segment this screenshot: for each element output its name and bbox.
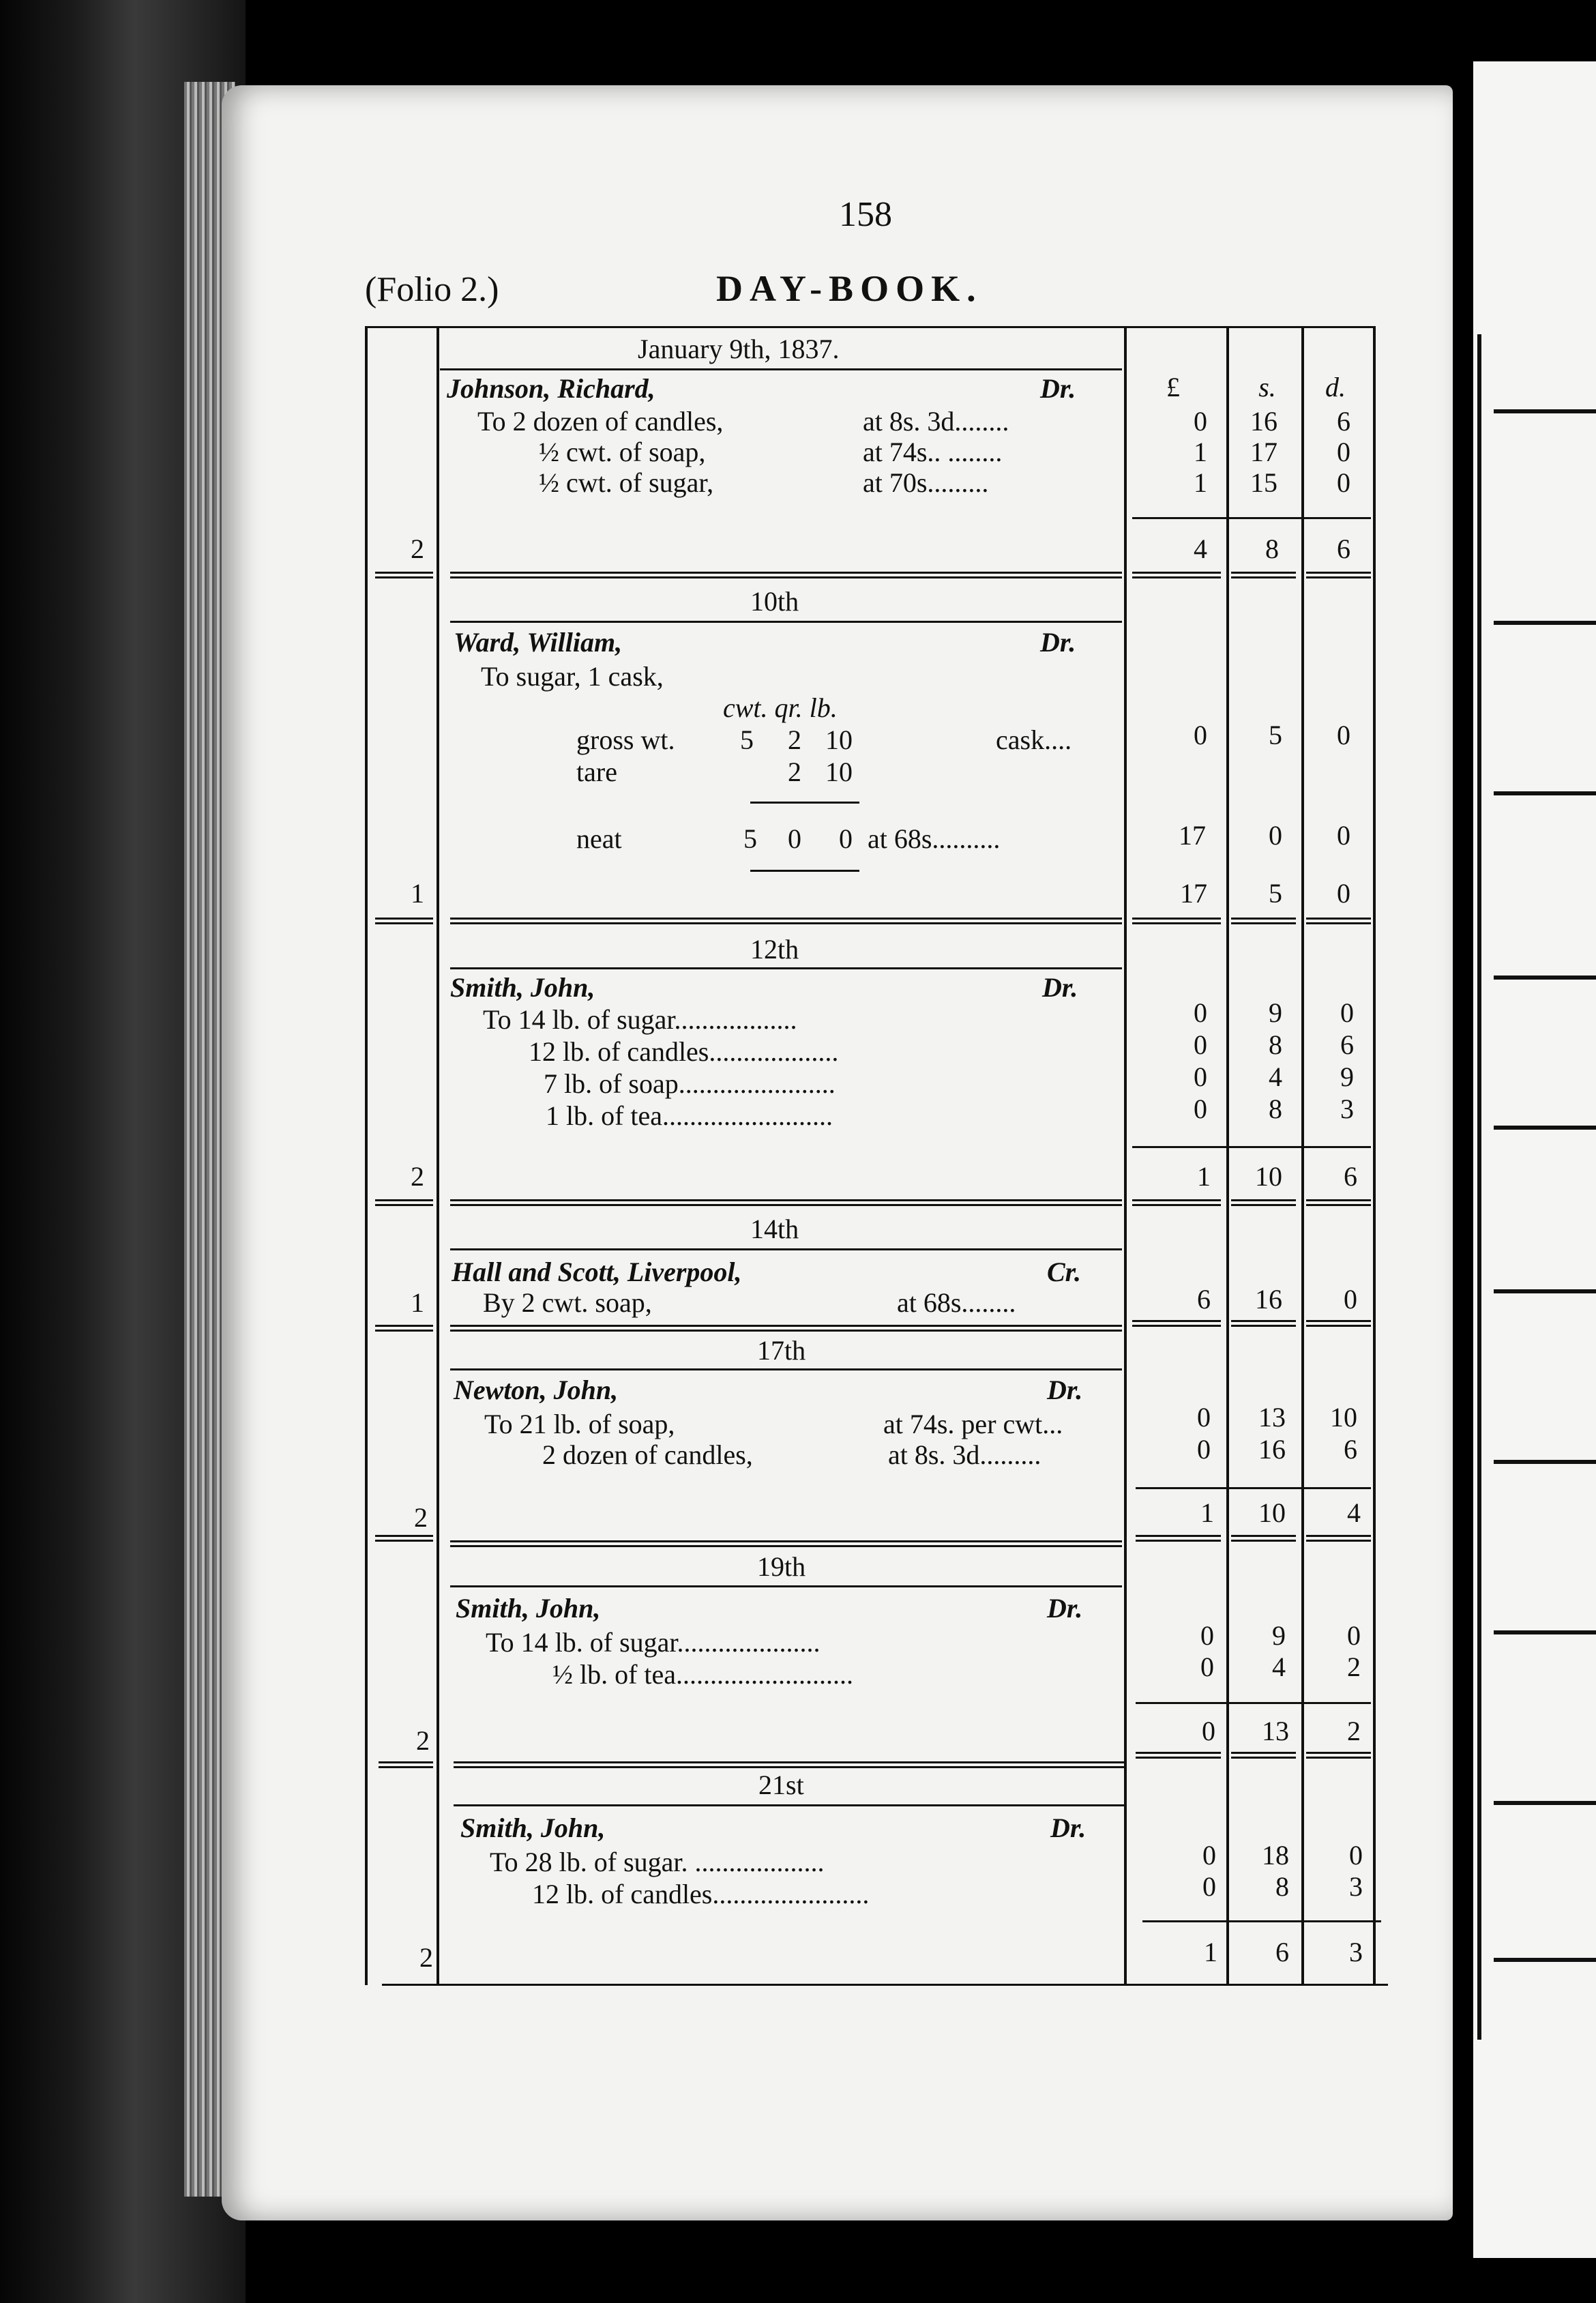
- total-shillings: 6: [1275, 1937, 1289, 1967]
- ledger-folio: 2: [419, 1942, 433, 1973]
- debit-marker: Dr.: [1047, 1593, 1083, 1624]
- pence-value: 6: [1337, 406, 1350, 437]
- line-rate: at 74s. per cwt...: [883, 1409, 1063, 1439]
- shillings-value: 16: [1250, 406, 1277, 437]
- total-pence: 6: [1337, 533, 1350, 564]
- line-text: 7 lb. of soap.......................: [544, 1068, 836, 1099]
- line-text: By 2 cwt. soap,: [483, 1287, 652, 1318]
- total-shillings: 13: [1262, 1716, 1289, 1746]
- shillings-value: 0: [1269, 820, 1282, 851]
- debit-marker: Dr.: [1047, 1375, 1083, 1405]
- pounds-value: 0: [1202, 1840, 1216, 1871]
- gross-label: gross wt.: [576, 724, 675, 755]
- pence-value: 6: [1344, 1434, 1357, 1465]
- pence-value: 3: [1340, 1094, 1354, 1124]
- folio-label: (Folio 2.): [365, 270, 499, 309]
- entry-date: 17th: [757, 1335, 806, 1366]
- total-pence: 0: [1337, 878, 1350, 909]
- shillings-header: s.: [1258, 372, 1276, 402]
- ledger-folio: 1: [411, 1287, 424, 1318]
- pounds-value: 0: [1202, 1871, 1216, 1902]
- line-rate: at 70s.........: [863, 467, 989, 498]
- total-pounds: 4: [1194, 533, 1207, 564]
- pounds-value: 0: [1194, 1061, 1207, 1092]
- pounds-header: £: [1166, 372, 1180, 402]
- qr-value: 2: [788, 724, 801, 755]
- line-text: 12 lb. of candles...................: [529, 1036, 839, 1067]
- pounds-value: 0: [1194, 720, 1207, 750]
- pounds-value: 0: [1197, 1402, 1211, 1433]
- page-title: DAY-BOOK.: [716, 268, 983, 309]
- entry-date: 10th: [750, 586, 799, 617]
- line-text: To 14 lb. of sugar.....................: [486, 1627, 821, 1658]
- lb-value: 0: [839, 823, 853, 854]
- ledger-folio: 1: [411, 878, 424, 909]
- shillings-value: 8: [1269, 1094, 1282, 1124]
- ledger-folio: 2: [416, 1725, 430, 1756]
- line-text: To 21 lb. of soap,: [484, 1409, 675, 1439]
- line-rate: cask....: [996, 724, 1072, 755]
- entry-date: 19th: [757, 1551, 806, 1582]
- debit-marker: Dr.: [1040, 373, 1076, 404]
- line-rate: at 74s.. ........: [863, 437, 1003, 467]
- line-text: ½ cwt. of sugar,: [539, 467, 714, 498]
- account-name: Newton, John,: [454, 1375, 619, 1405]
- pence-value: 0: [1349, 1840, 1363, 1871]
- line-text: 12 lb. of candles.......................: [532, 1879, 870, 1909]
- pence-value: 0: [1340, 997, 1354, 1028]
- total-pence: 6: [1344, 1161, 1357, 1192]
- date-heading: January 9th, 1837.: [638, 334, 840, 364]
- line-text: ½ lb. of tea..........................: [552, 1659, 854, 1690]
- line-text: To 14 lb. of sugar..................: [483, 1004, 797, 1035]
- total-shillings: 5: [1269, 878, 1282, 909]
- line-rate: at 68s........: [897, 1287, 1016, 1318]
- account-name: Smith, John,: [460, 1813, 606, 1843]
- pounds-value: 0: [1200, 1620, 1214, 1651]
- account-name: Smith, John,: [450, 972, 595, 1003]
- shillings-value: 9: [1269, 997, 1282, 1028]
- total-pounds: 1: [1200, 1497, 1214, 1528]
- total-pounds: 1: [1204, 1937, 1217, 1967]
- debit-marker: Dr.: [1042, 972, 1078, 1003]
- pence-header: d.: [1325, 372, 1346, 402]
- total-shillings: 8: [1265, 533, 1279, 564]
- line-text: To sugar, 1 cask,: [481, 661, 664, 692]
- line-text: 2 dozen of candles,: [542, 1439, 753, 1470]
- line-text: To 2 dozen of candles,: [477, 406, 724, 437]
- pounds-value: 17: [1179, 820, 1206, 851]
- total-shillings: 10: [1258, 1497, 1286, 1528]
- neat-label: neat: [576, 823, 622, 854]
- pounds-value: 0: [1194, 1029, 1207, 1060]
- shillings-value: 9: [1272, 1620, 1286, 1651]
- total-pounds: 1: [1197, 1161, 1211, 1192]
- pence-value: 10: [1330, 1402, 1357, 1433]
- pence-value: 3: [1349, 1871, 1363, 1902]
- pounds-value: 0: [1194, 406, 1207, 437]
- weight-units: cwt. qr. lb.: [723, 692, 838, 723]
- cwt-value: 5: [740, 724, 754, 755]
- lb-value: 10: [825, 757, 853, 787]
- pounds-value: 0: [1200, 1652, 1214, 1682]
- shillings-value: 18: [1262, 1840, 1289, 1871]
- shillings-value: 4: [1272, 1652, 1286, 1682]
- total-pence: 2: [1347, 1716, 1361, 1746]
- ledger-folio: 2: [414, 1502, 428, 1533]
- entry-date: 14th: [750, 1214, 799, 1244]
- shillings-value: 17: [1250, 437, 1277, 467]
- pence-value: 9: [1340, 1061, 1354, 1092]
- tare-label: tare: [576, 757, 617, 787]
- pence-value: 0: [1337, 437, 1350, 467]
- pounds-value: 1: [1194, 467, 1207, 498]
- pence-value: 0: [1337, 467, 1350, 498]
- ledger-folio: 2: [411, 533, 424, 564]
- total-pounds: 0: [1202, 1716, 1215, 1746]
- pence-value: 0: [1344, 1284, 1357, 1315]
- qr-value: 0: [788, 823, 801, 854]
- total-shillings: 10: [1255, 1161, 1282, 1192]
- line-text: ½ cwt. of soap,: [539, 437, 706, 467]
- page-number: 158: [839, 195, 892, 234]
- pence-value: 6: [1340, 1029, 1354, 1060]
- shillings-value: 16: [1258, 1434, 1286, 1465]
- account-name: Ward, William,: [454, 627, 623, 658]
- total-pence: 4: [1347, 1497, 1361, 1528]
- debit-marker: Dr.: [1040, 627, 1076, 658]
- pounds-value: 0: [1194, 1094, 1207, 1124]
- cwt-value: 5: [743, 823, 757, 854]
- pounds-value: 1: [1194, 437, 1207, 467]
- shillings-value: 4: [1269, 1061, 1282, 1092]
- qr-value: 2: [788, 757, 801, 787]
- shillings-value: 15: [1250, 467, 1277, 498]
- line-rate: at 68s..........: [868, 823, 1001, 854]
- line-rate: at 8s. 3d........: [863, 406, 1009, 437]
- ledger-folio: 2: [411, 1161, 424, 1192]
- shillings-value: 8: [1269, 1029, 1282, 1060]
- pence-value: 0: [1347, 1620, 1361, 1651]
- lb-value: 10: [825, 724, 853, 755]
- pounds-value: 0: [1197, 1434, 1211, 1465]
- facing-page: [1473, 61, 1596, 2258]
- credit-marker: Cr.: [1047, 1257, 1082, 1287]
- shillings-value: 5: [1269, 720, 1282, 750]
- shillings-value: 8: [1275, 1871, 1289, 1902]
- pence-value: 2: [1347, 1652, 1361, 1682]
- account-name: Smith, John,: [456, 1593, 601, 1624]
- line-rate: at 8s. 3d.........: [888, 1439, 1041, 1470]
- pounds-value: 6: [1197, 1284, 1211, 1315]
- line-text: To 28 lb. of sugar. ...................: [490, 1847, 825, 1877]
- account-name: Hall and Scott, Liverpool,: [452, 1257, 742, 1287]
- pence-value: 0: [1337, 820, 1350, 851]
- account-name: Johnson, Richard,: [447, 373, 655, 404]
- line-text: 1 lb. of tea.........................: [546, 1100, 833, 1131]
- entry-date: 21st: [758, 1770, 804, 1800]
- pounds-value: 0: [1194, 997, 1207, 1028]
- entry-date: 12th: [750, 934, 799, 965]
- total-pence: 3: [1349, 1937, 1363, 1967]
- debit-marker: Dr.: [1050, 1813, 1087, 1843]
- pence-value: 0: [1337, 720, 1350, 750]
- shillings-value: 13: [1258, 1402, 1286, 1433]
- shillings-value: 16: [1255, 1284, 1282, 1315]
- total-pounds: 17: [1180, 878, 1207, 909]
